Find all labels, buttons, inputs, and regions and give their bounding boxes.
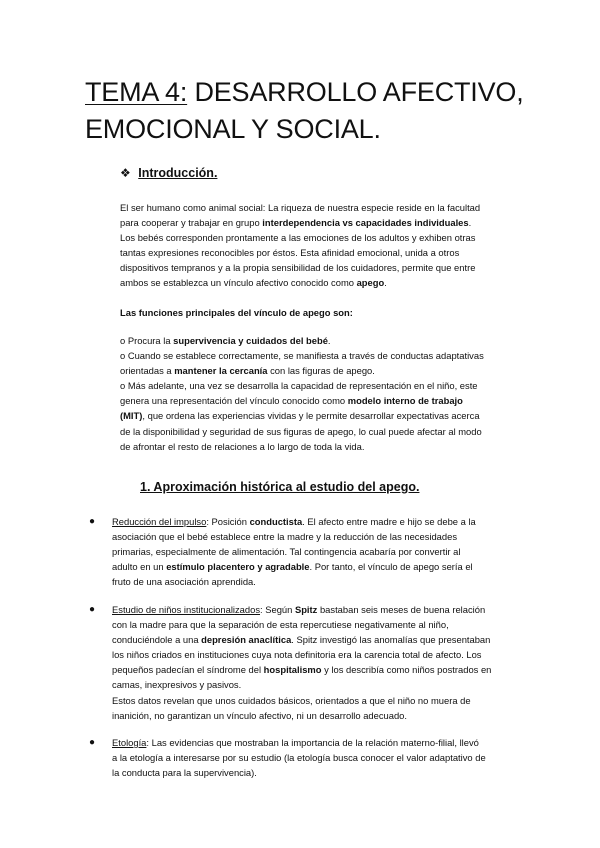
text-line: . [327, 335, 331, 346]
text-line: tantas expresiones reconocibles por éstos. Esta afinidad emocional, unida a otros [120, 247, 460, 259]
bullet-label: Estudio de niños institucionalizados [112, 604, 261, 615]
text-line: pequeños padecían el síndrome del [112, 664, 264, 676]
text-line: con la madre para que la separación de esta repercutiese negativamente al niño, [112, 619, 449, 631]
text-line: los niños criados en instituciones cuya nota definitoria era la carencia total de afecto. Los [112, 649, 482, 661]
title-prefix: TEMA 4: [85, 77, 188, 107]
bold-term: conductista [249, 516, 303, 527]
text-line: inanición, no garantizan un vínculo afectivo, ni un desarrollo adecuado. [112, 709, 407, 721]
text-line: camas, inexpresivos y pasivos. [112, 679, 242, 691]
text-line: de la disponibilidad y seguridad de sus figuras de apego, lo cual puede afectar al modo [120, 425, 482, 437]
page-title [85, 74, 555, 148]
text-line: : Posición [206, 516, 250, 527]
text-line: , que ordena las experiencias vividas y le permite desarrollar expectativas acerca [142, 410, 480, 422]
bold-term: depresión anaclítica [201, 634, 292, 646]
text-line: y los describía como niños postrados en [321, 664, 492, 676]
text-line: El ser humano como animal social: La riqueza de nuestra especie reside en la facultad [120, 202, 481, 213]
diamond-bullet-icon: ❖ [120, 166, 131, 180]
bold-term: supervivencia y cuidados del bebé [173, 335, 328, 346]
intro-heading [120, 166, 217, 180]
text-line: Los bebés corresponden prontamente a las emociones de los adultos y exhiben otras [120, 232, 476, 244]
text-line: o Más adelante, una vez se desarrolla la capacidad de representación en el niño, este [120, 380, 478, 392]
bullet-icon: ● [89, 516, 96, 527]
text-line: . El afecto entre madre e hijo se debe a la [302, 516, 476, 527]
text-line: adulto en un [112, 561, 167, 573]
bold-term: interdependencia vs capacidades individuales [262, 217, 469, 229]
text-line: conduciéndole a una [112, 634, 202, 646]
text-line: . [468, 217, 472, 229]
text-line: o Procura la [120, 335, 174, 346]
bold-term: Spitz [294, 604, 318, 615]
text-line: . Por tanto, el vínculo de apego sería el [309, 561, 473, 573]
text-line: de afrontar el resto de relaciones a lo largo de toda la vida. [120, 440, 365, 452]
intro-paragraph [120, 200, 520, 291]
text-line: fruto de una asociación aprendida. [112, 576, 256, 588]
text-line: a la etología a interesarse por su estudio (la etología busca conocer el valor adaptativo de [112, 752, 486, 764]
text-line: la conducta para la supervivencia). [112, 767, 257, 779]
bullet-label: Etología [112, 737, 147, 748]
bullet-icon: ● [89, 737, 96, 748]
bullet-label: Reducción del impulso [112, 516, 207, 527]
functions-list [120, 333, 520, 454]
bold-term: mantener la cercanía [174, 365, 268, 377]
text-line: ambos se establezca un vínculo afectivo conocido como [120, 277, 357, 289]
bullet-item-institutionalized [112, 602, 522, 723]
text-line: primarias, especialmente de alimentación. Tal contingencia acabaría por convertir al [112, 546, 461, 558]
bullet-item-ethology [112, 735, 522, 780]
text-line: : Según [260, 604, 295, 615]
bold-term: hospitalismo [263, 664, 322, 676]
text-line: : Las evidencias que mostraban la importancia de la relación materno-filial, llevó [146, 737, 479, 748]
text-line: con las figuras de apego. [267, 365, 375, 377]
text-line: asociación que el bebé establece entre la madre y la reducción de las necesidades [112, 531, 458, 543]
text-line: . [384, 277, 387, 289]
functions-heading: Las funciones principales del vínculo de apego son: [120, 307, 353, 318]
bold-term: (MIT) [120, 410, 143, 422]
bold-term: apego [356, 277, 385, 289]
bullet-item-impulse [112, 514, 522, 589]
title-line-1: DESARROLLO AFECTIVO, [187, 77, 524, 107]
section-1-heading: 1. Aproximación histórica al estudio del apego. [140, 480, 420, 494]
text-line: para cooperar y trabajar en grupo [120, 217, 263, 229]
bold-term: estímulo placentero y agradable [166, 561, 310, 573]
text-line: . Spitz investigó las anomalías que presentaban [291, 634, 491, 646]
text-line: Estos datos revelan que unos cuidados básicos, orientados a que el niño no muera de [112, 694, 471, 706]
title-line-2: EMOCIONAL Y SOCIAL. [85, 114, 381, 144]
text-line: o Cuando se establece correctamente, se manifiesta a través de conductas adaptativas [120, 350, 484, 362]
bullet-icon: ● [89, 604, 96, 615]
intro-heading-label: Introducción. [138, 166, 218, 180]
text-line: genera una representación del vínculo conocido como [120, 395, 348, 407]
text-line: orientadas a [120, 365, 175, 377]
text-line: dispositivos tempranos y a la propia sensibilidad de los cuidadores, permite que entre [120, 262, 476, 274]
text-line: bastaban seis meses de buena relación [317, 604, 486, 615]
bold-term: modelo interno de trabajo [347, 395, 463, 407]
